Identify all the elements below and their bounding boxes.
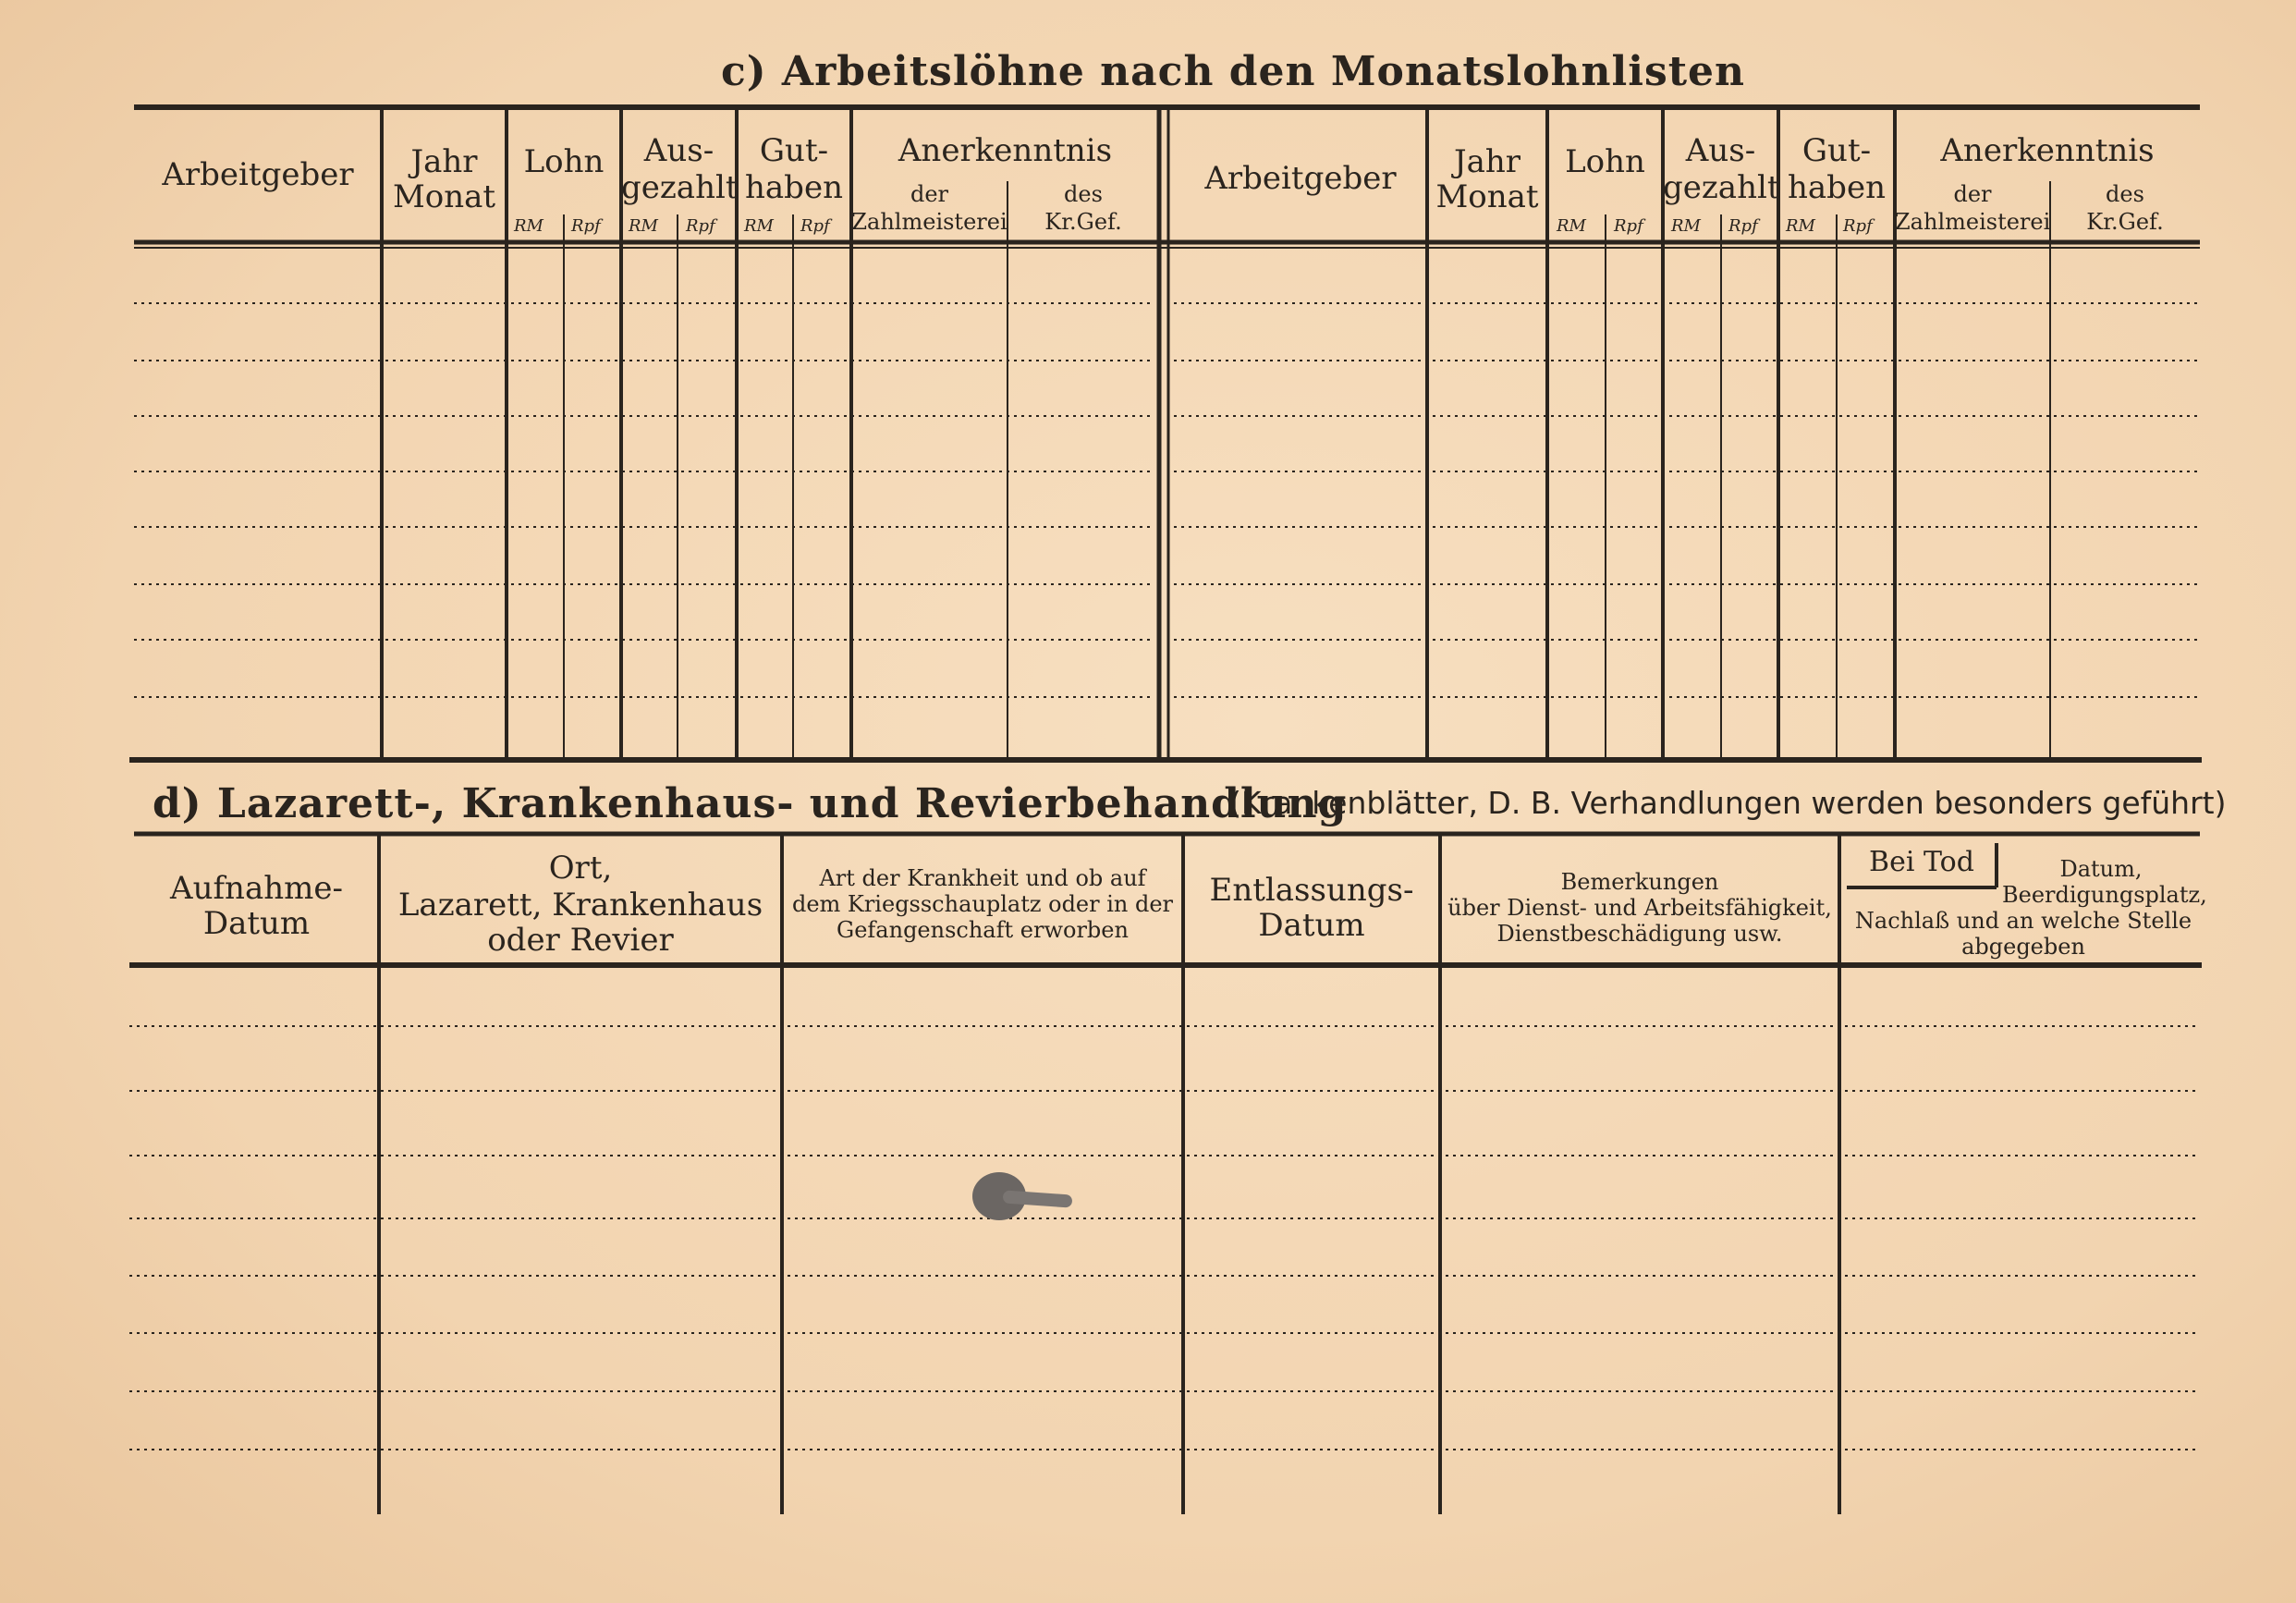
section-c-title: c) Arbeitslöhne nach den Monatslohnlisten [721, 48, 1746, 95]
col-tod-1: Datum, [2059, 856, 2143, 882]
col-ausgezahlt-2: gezahlt [1663, 169, 1780, 206]
col-entlassung-1: Entlassungs- [1209, 872, 1414, 909]
unit-rm: RM [744, 216, 774, 236]
col-lohn: Lohn [523, 143, 605, 180]
unit-rpf: Rpf [571, 216, 601, 236]
unit-rm: RM [1786, 216, 1815, 236]
col-entlassung-2: Datum [1258, 907, 1365, 944]
col-jahr: Jahr [410, 143, 478, 180]
col-ort-3: oder Revier [487, 922, 674, 959]
col-arbeitgeber: Arbeitgeber [1204, 160, 1397, 197]
col-ausgezahlt-1: Aus- [1685, 132, 1756, 169]
col-bei-tod: Bei Tod [1869, 846, 1974, 878]
unit-rm: RM [1671, 216, 1701, 236]
unit-rm: RM [514, 216, 543, 236]
col-aufnahme-1: Aufnahme- [170, 870, 343, 907]
col-der: der [910, 181, 949, 207]
section-d-note: (Krankenblätter, D. B. Verhandlungen werden besonders geführt) [1229, 785, 2227, 821]
section-d-title: d) Lazarett-, Krankenhaus- und Revierbehandlung [153, 780, 1348, 827]
col-guthaben-1: Gut- [1801, 132, 1872, 169]
unit-rpf: Rpf [1728, 216, 1758, 236]
col-bemerkungen-3: Dienstbeschädigung usw. [1496, 921, 1783, 947]
col-guthaben-2: haben [745, 169, 843, 206]
unit-rm: RM [629, 216, 658, 236]
col-guthaben-1: Gut- [759, 132, 829, 169]
col-des: des [2106, 181, 2144, 207]
col-zahlmeisterei: Zahlmeisterei [1895, 209, 2051, 235]
col-tod-3: Nachlaß und an welche Stelle [1854, 908, 2192, 934]
col-art-3: Gefangenschaft erworben [837, 917, 1129, 943]
col-art-2: dem Kriegsschauplatz oder in der [791, 891, 1174, 917]
col-aufnahme-2: Datum [202, 905, 311, 942]
col-anerkenntnis: Anerkenntnis [1940, 132, 2155, 169]
col-krgef: Kr.Gef. [2086, 209, 2164, 235]
col-ort-2: Lazarett, Krankenhaus [397, 887, 763, 924]
col-anerkenntnis: Anerkenntnis [898, 132, 1113, 169]
col-tod-2: Beerdigungsplatz, [2002, 882, 2207, 908]
col-zahlmeisterei: Zahlmeisterei [851, 209, 1008, 235]
col-guthaben-2: haben [1788, 169, 1886, 206]
col-ausgezahlt-2: gezahlt [621, 169, 739, 206]
col-arbeitgeber: Arbeitgeber [162, 156, 354, 193]
col-tod-4: abgegeben [1961, 934, 2085, 960]
col-lohn: Lohn [1565, 143, 1645, 180]
col-art-1: Art der Krankheit und ob auf [819, 865, 1146, 891]
col-monat: Monat [1435, 178, 1539, 215]
unit-rpf: Rpf [800, 216, 830, 236]
col-jahr: Jahr [1453, 143, 1521, 180]
col-des: des [1064, 181, 1103, 207]
unit-rpf: Rpf [686, 216, 715, 236]
unit-rpf: Rpf [1843, 216, 1873, 236]
col-bemerkungen-2: über Dienst- und Arbeitsfähigkeit, [1447, 895, 1832, 921]
col-ort-1: Ort, [548, 850, 613, 887]
col-bemerkungen-1: Bemerkungen [1560, 869, 1719, 895]
col-der: der [1953, 181, 1992, 207]
unit-rpf: Rpf [1614, 216, 1643, 236]
col-krgef: Kr.Gef. [1044, 209, 1122, 235]
unit-rm: RM [1557, 216, 1586, 236]
col-monat: Monat [392, 178, 496, 215]
col-ausgezahlt-1: Aus- [643, 132, 714, 169]
